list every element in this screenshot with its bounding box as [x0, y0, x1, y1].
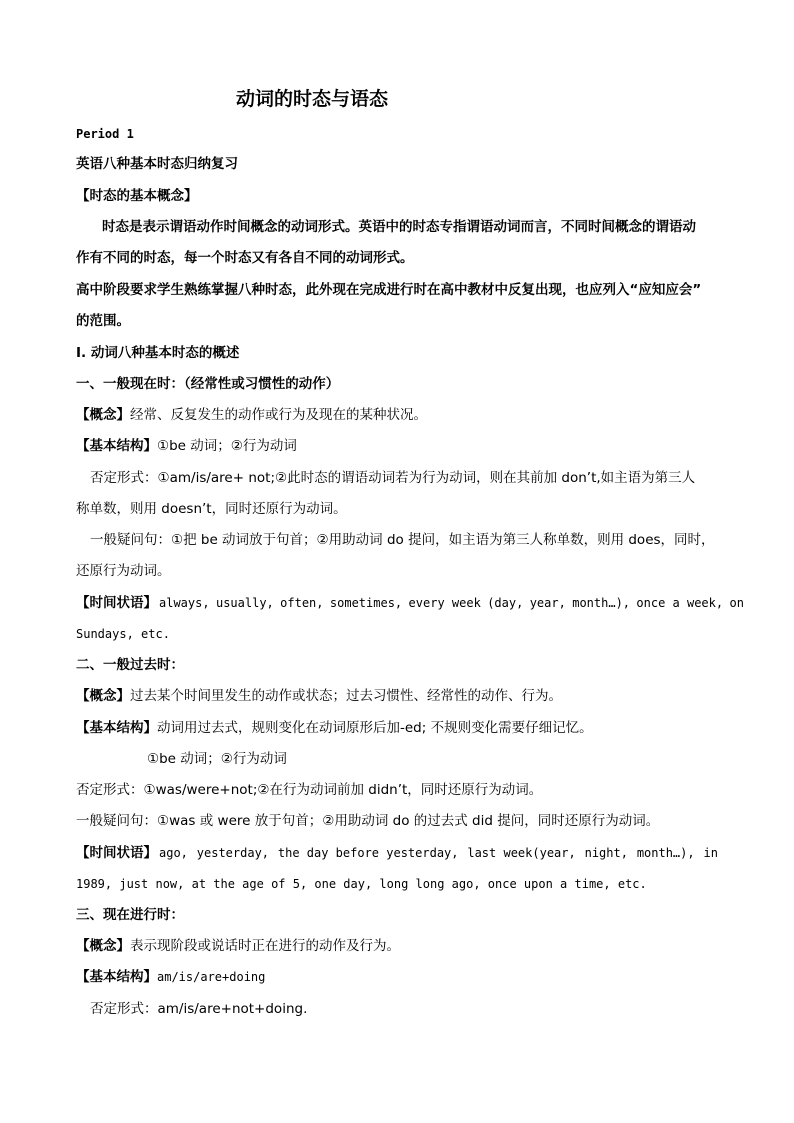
adverb-word: sometimes,	[329, 596, 403, 610]
adverb-word: night,	[584, 846, 628, 860]
adverb-word: yesterday,	[196, 846, 270, 860]
adverb-word: month…),	[636, 846, 695, 860]
simple-present-adverbs-line-1	[76, 593, 744, 613]
concept-text: 表示现阶段或说话时正在进行的动作及行为。	[130, 938, 400, 954]
simple-past-heading: 二、一般过去时：	[76, 657, 184, 673]
simple-present-structure	[76, 436, 297, 456]
adverb-words	[159, 843, 718, 863]
simple-past-structure	[76, 718, 593, 738]
adverb-word: last week(year,	[467, 846, 576, 860]
adverb-word: ago,	[159, 846, 188, 860]
subtitle: 英语八种基本时态归纳复习	[76, 156, 238, 172]
structure-label: 【基本结构】	[76, 969, 157, 985]
adverb-word: often,	[280, 596, 324, 610]
document-title: 动词的时态与语态	[236, 88, 389, 110]
structure-text: am/is/are+doing	[157, 970, 266, 984]
concept-label: 【概念】	[76, 688, 130, 704]
section-overview-heading: I. 动词八种基本时态的概述	[76, 345, 240, 361]
simple-present-question-line-1: 一般疑问句：①把 be 动词放于句首；②用助动词 do 提问，如主语为第三人称单数，则用 does，同时，	[90, 532, 715, 548]
present-continuous-structure	[76, 967, 265, 987]
concept-label: 【概念】	[76, 407, 130, 423]
structure-text: ①be 动词；②行为动词	[157, 438, 297, 454]
simple-present-concept	[76, 405, 427, 425]
simple-past-adverbs-line-1	[76, 843, 718, 863]
period-label: Period 1	[76, 127, 134, 141]
concept-text: 过去某个时间里发生的动作或状态；过去习惯性、经常性的动作、行为。	[130, 688, 562, 704]
simple-present-negative-line-2: 称单数，则用 doesn’t，同时还原行为动词。	[76, 501, 347, 517]
concept-paragraph-2-line-1: 高中阶段要求学生熟练掌握八种时态，此外现在完成进行时在高中教材中反复出现，也应列入“应知应会”	[76, 282, 702, 298]
simple-present-question-line-2: 还原行为动词。	[76, 563, 171, 579]
adverb-word: usually,	[215, 596, 274, 610]
simple-past-question: 一般疑问句：①was 或 were 放于句首；②用助动词 do 的过去式 did 提问，同时还原行为动词。	[76, 813, 660, 829]
concept-paragraph-1-line-1: 时态是表示谓语动作时间概念的动词形式。英语中的时态专指谓语动词而言，不同时间概念的谓语动	[102, 219, 696, 235]
concept-label: 【概念】	[76, 938, 130, 954]
simple-past-concept	[76, 686, 562, 706]
adverb-label: 【时间状语】	[76, 595, 157, 611]
adverb-word: (day,	[487, 596, 524, 610]
simple-past-structure-sub: ①be 动词；②行为动词	[147, 751, 287, 767]
concept-paragraph-2-line-2: 的范围。	[76, 313, 130, 329]
simple-present-negative-line-1: 否定形式：①am/is/are+ not;②此时态的谓语动词若为行为动词，则在其前加 don’t,如主语为第三人	[90, 470, 696, 486]
adverb-word: every week	[408, 596, 481, 610]
present-continuous-concept	[76, 936, 400, 956]
adverb-word: year,	[529, 596, 566, 610]
simple-past-negative: 否定形式：①was/were+not;②在行为动词前加 didn’t，同时还原行为动词。	[76, 782, 543, 798]
concept-text: 经常、反复发生的动作或行为及现在的某种状况。	[130, 407, 427, 423]
adverb-word: on	[729, 596, 744, 610]
structure-label: 【基本结构】	[76, 720, 157, 736]
adverb-word: month…),	[572, 596, 631, 610]
adverb-word: the day before yesterday,	[277, 846, 459, 860]
concept-paragraph-1-line-2: 作有不同的时态，每一个时态又有各自不同的动词形式。	[76, 250, 414, 266]
adverb-words	[159, 593, 744, 613]
simple-present-heading: 一、一般现在时：（经常性或习惯性的动作）	[76, 376, 340, 392]
adverb-word: always,	[159, 596, 210, 610]
simple-present-adverbs-line-2: Sundays, etc.	[76, 627, 170, 641]
adverb-word: once a week,	[636, 596, 724, 610]
structure-label: 【基本结构】	[76, 438, 157, 454]
simple-past-adverbs-line-2: 1989, just now, at the age of 5, one day, long long ago, once upon a time, etc.	[76, 877, 647, 891]
concept-heading: 【时态的基本概念】	[76, 188, 198, 204]
present-continuous-heading: 三、现在进行时：	[76, 907, 184, 923]
adverb-word: in	[703, 846, 718, 860]
structure-text: 动词用过去式，规则变化在动词原形后加-ed; 不规则变化需要仔细记忆。	[157, 720, 593, 736]
present-continuous-negative: 否定形式：am/is/are+not+doing.	[90, 1001, 308, 1017]
adverb-label: 【时间状语】	[76, 845, 157, 861]
